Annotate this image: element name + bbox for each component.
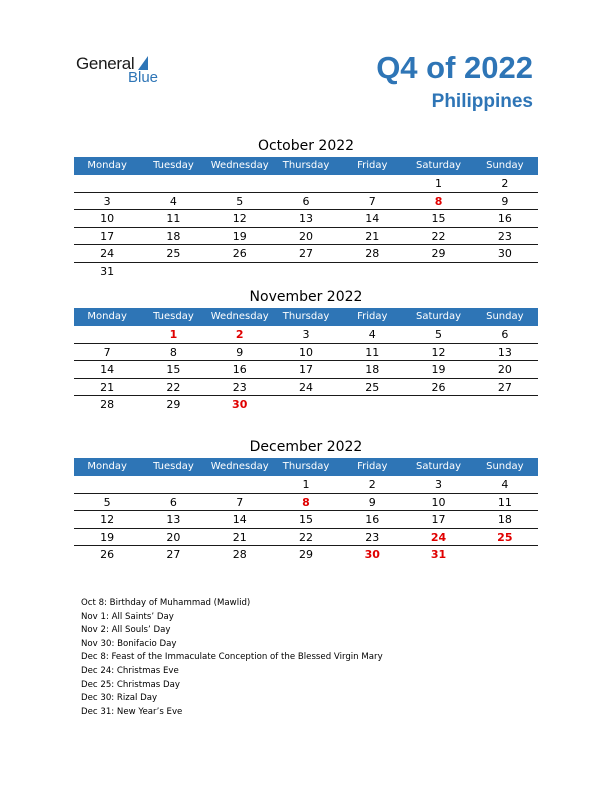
week-row bbox=[74, 193, 538, 211]
weekday-label: Monday bbox=[87, 461, 127, 472]
day-cell: 4 bbox=[368, 328, 376, 341]
day-cell: 26 bbox=[232, 247, 247, 260]
day-cell bbox=[74, 326, 140, 343]
day-cell: 23 bbox=[232, 380, 247, 394]
day-cell bbox=[273, 263, 339, 281]
day-cell bbox=[405, 396, 471, 414]
day-cell: 29 bbox=[298, 548, 313, 561]
day-cell bbox=[140, 175, 206, 192]
day-cell: 13 bbox=[166, 513, 181, 526]
day-cell: 23 bbox=[497, 229, 512, 243]
day-cell bbox=[472, 263, 538, 281]
day-cell bbox=[140, 263, 206, 281]
day-cell: 16 bbox=[497, 212, 512, 225]
day-cell bbox=[207, 175, 273, 192]
weekday-label: Tuesday bbox=[153, 160, 194, 171]
day-cell: 2 bbox=[368, 478, 376, 491]
day-cell: 18 bbox=[166, 229, 181, 243]
day-cell: 13 bbox=[298, 212, 313, 225]
holiday-day-cell: 8 bbox=[302, 495, 310, 509]
day-cell: 10 bbox=[298, 345, 313, 359]
day-cell: 4 bbox=[169, 194, 177, 208]
day-cell: 17 bbox=[100, 229, 115, 243]
week-row bbox=[74, 175, 538, 193]
day-cell: 19 bbox=[232, 229, 247, 243]
day-cell: 20 bbox=[497, 363, 512, 376]
day-cell: 7 bbox=[236, 495, 244, 509]
day-cell bbox=[339, 263, 405, 281]
day-cell: 17 bbox=[298, 363, 313, 376]
day-cell bbox=[472, 396, 538, 414]
day-cell: 31 bbox=[100, 264, 115, 278]
day-cell: 25 bbox=[166, 247, 181, 260]
page-title: Q4 of 2022 bbox=[376, 50, 533, 85]
day-cell: 6 bbox=[501, 328, 509, 341]
holiday-note: Oct 8: Birthday of Muhammad (Mawlid) bbox=[81, 598, 251, 608]
weekday-label: Thursday bbox=[282, 160, 330, 171]
logo-text-general: General bbox=[76, 54, 135, 73]
day-cell: 1 bbox=[435, 177, 443, 190]
day-cell: 16 bbox=[232, 363, 247, 376]
day-cell: 21 bbox=[100, 380, 115, 394]
day-cell: 9 bbox=[236, 345, 244, 359]
day-cell: 26 bbox=[100, 548, 115, 561]
weekday-header bbox=[74, 458, 538, 476]
month-calendar bbox=[74, 135, 538, 280]
day-cell: 13 bbox=[497, 345, 512, 359]
holiday-note: Nov 2: All Souls’ Day bbox=[81, 625, 171, 636]
weekday-label: Friday bbox=[357, 160, 388, 171]
day-cell bbox=[273, 396, 339, 414]
logo-triangle-icon bbox=[138, 56, 148, 70]
month-title: December 2022 bbox=[249, 439, 363, 455]
month-title: October 2022 bbox=[257, 138, 355, 154]
day-cell bbox=[74, 175, 140, 192]
day-cell: 29 bbox=[166, 398, 181, 411]
holiday-day-cell: 24 bbox=[430, 530, 447, 544]
day-cell: 11 bbox=[497, 495, 512, 509]
holiday-day-cell: 2 bbox=[235, 328, 244, 341]
day-cell: 17 bbox=[431, 513, 446, 526]
day-cell: 21 bbox=[365, 229, 380, 243]
holiday-note: Nov 30: Bonifacio Day bbox=[81, 638, 177, 649]
weekday-label: Monday bbox=[87, 160, 127, 171]
day-cell bbox=[207, 476, 273, 493]
weekday-label: Saturday bbox=[416, 160, 462, 171]
day-cell: 3 bbox=[302, 328, 310, 341]
weekday-label: Wednesday bbox=[210, 160, 269, 171]
day-cell: 5 bbox=[103, 495, 111, 509]
week-row bbox=[74, 361, 538, 379]
day-cell: 7 bbox=[368, 194, 376, 208]
day-cell bbox=[74, 476, 140, 493]
day-cell: 3 bbox=[435, 478, 443, 491]
day-cell: 7 bbox=[103, 345, 111, 359]
day-cell: 22 bbox=[166, 380, 181, 394]
day-cell bbox=[472, 546, 538, 564]
week-row bbox=[74, 379, 538, 397]
day-cell: 6 bbox=[169, 495, 177, 509]
day-cell: 11 bbox=[365, 345, 380, 359]
month-title: November 2022 bbox=[249, 289, 363, 305]
day-cell: 27 bbox=[298, 247, 313, 260]
day-cell: 24 bbox=[100, 247, 115, 260]
day-cell bbox=[405, 263, 471, 281]
day-cell: 24 bbox=[298, 380, 313, 394]
weekday-label: Friday bbox=[357, 461, 388, 472]
day-cell: 22 bbox=[298, 530, 313, 544]
holiday-notes bbox=[81, 597, 383, 719]
week-row bbox=[74, 511, 538, 529]
weekday-label: Saturday bbox=[416, 311, 462, 322]
day-cell: 29 bbox=[431, 247, 446, 260]
day-cell: 14 bbox=[365, 212, 380, 225]
day-cell: 27 bbox=[166, 548, 181, 561]
day-cell: 18 bbox=[497, 513, 512, 526]
day-cell: 10 bbox=[431, 495, 446, 509]
day-cell: 11 bbox=[166, 212, 181, 225]
day-cell: 2 bbox=[501, 177, 509, 190]
holiday-day-cell: 30 bbox=[232, 398, 248, 411]
week-row bbox=[74, 210, 538, 228]
weekday-label: Wednesday bbox=[210, 461, 269, 472]
holiday-day-cell: 8 bbox=[434, 194, 443, 208]
weekday-label: Thursday bbox=[282, 461, 330, 472]
day-cell: 15 bbox=[298, 513, 313, 526]
week-row bbox=[74, 344, 538, 362]
weekday-label: Friday bbox=[357, 311, 388, 322]
weekday-label: Sunday bbox=[486, 160, 524, 171]
day-cell: 19 bbox=[431, 363, 446, 376]
logo-text-blue: Blue bbox=[128, 69, 159, 86]
day-cell: 12 bbox=[100, 513, 115, 526]
holiday-note: Dec 30: Rizal Day bbox=[81, 693, 158, 704]
weekday-label: Sunday bbox=[486, 311, 524, 322]
day-cell: 23 bbox=[365, 530, 380, 544]
day-cell: 12 bbox=[431, 345, 446, 359]
day-cell: 22 bbox=[431, 229, 446, 243]
weekday-label: Monday bbox=[87, 311, 127, 322]
day-cell: 8 bbox=[169, 345, 177, 359]
day-cell: 21 bbox=[232, 530, 247, 544]
weekday-label: Tuesday bbox=[153, 461, 194, 472]
day-cell: 28 bbox=[232, 548, 247, 561]
day-cell: 9 bbox=[501, 194, 509, 208]
weekday-header bbox=[74, 308, 538, 326]
weekday-label: Sunday bbox=[486, 461, 524, 472]
day-cell: 26 bbox=[431, 380, 446, 394]
day-cell: 30 bbox=[497, 247, 512, 260]
month-calendar bbox=[74, 286, 538, 414]
day-cell: 15 bbox=[431, 212, 446, 225]
day-cell: 12 bbox=[232, 212, 247, 225]
holiday-note: Dec 25: Christmas Day bbox=[81, 679, 180, 690]
week-row bbox=[74, 245, 538, 263]
country-subtitle: Philippines bbox=[431, 91, 533, 112]
month-calendar bbox=[74, 436, 538, 564]
day-cell: 6 bbox=[302, 194, 310, 208]
week-row bbox=[74, 546, 538, 564]
day-cell: 19 bbox=[100, 530, 115, 544]
day-cell: 1 bbox=[302, 478, 310, 491]
weekday-label: Saturday bbox=[416, 461, 462, 472]
holiday-day-cell: 30 bbox=[364, 548, 380, 561]
day-cell: 20 bbox=[298, 229, 313, 243]
day-cell: 14 bbox=[232, 513, 247, 526]
day-cell: 25 bbox=[365, 380, 380, 394]
day-cell: 10 bbox=[100, 212, 115, 225]
day-cell: 28 bbox=[100, 398, 115, 411]
holiday-day-cell: 1 bbox=[169, 328, 178, 341]
day-cell: 5 bbox=[435, 328, 443, 341]
day-cell bbox=[207, 263, 273, 281]
day-cell: 4 bbox=[501, 478, 509, 491]
week-row bbox=[74, 529, 538, 547]
day-cell: 15 bbox=[166, 363, 181, 376]
day-cell: 27 bbox=[497, 380, 512, 394]
day-cell: 18 bbox=[365, 363, 380, 376]
week-row bbox=[74, 396, 538, 414]
weekday-label: Thursday bbox=[282, 311, 330, 322]
week-row bbox=[74, 263, 538, 281]
week-row bbox=[74, 494, 538, 512]
holiday-note: Dec 8: Feast of the Immaculate Conception of the Blessed Virgin Mary bbox=[81, 652, 383, 663]
day-cell bbox=[339, 396, 405, 414]
weekday-label: Tuesday bbox=[153, 311, 194, 322]
holiday-note: Dec 31: New Year’s Eve bbox=[81, 706, 183, 717]
holiday-note: Nov 1: All Saints’ Day bbox=[81, 611, 174, 622]
day-cell bbox=[140, 476, 206, 493]
day-cell: 5 bbox=[236, 194, 244, 208]
logo bbox=[76, 54, 176, 86]
week-row bbox=[74, 476, 538, 494]
holiday-day-cell: 31 bbox=[430, 548, 447, 561]
weekday-label: Wednesday bbox=[210, 311, 269, 322]
day-cell: 16 bbox=[365, 513, 380, 526]
day-cell: 9 bbox=[368, 495, 376, 509]
day-cell: 20 bbox=[166, 530, 181, 544]
week-row bbox=[74, 228, 538, 246]
holiday-day-cell: 25 bbox=[497, 530, 513, 544]
week-row bbox=[74, 326, 538, 344]
day-cell bbox=[339, 175, 405, 192]
weekday-header bbox=[74, 157, 538, 175]
day-cell bbox=[273, 175, 339, 192]
day-cell: 28 bbox=[365, 247, 380, 260]
holiday-note: Dec 24: Christmas Eve bbox=[81, 665, 179, 676]
day-cell: 3 bbox=[103, 194, 111, 208]
day-cell: 14 bbox=[100, 363, 115, 376]
